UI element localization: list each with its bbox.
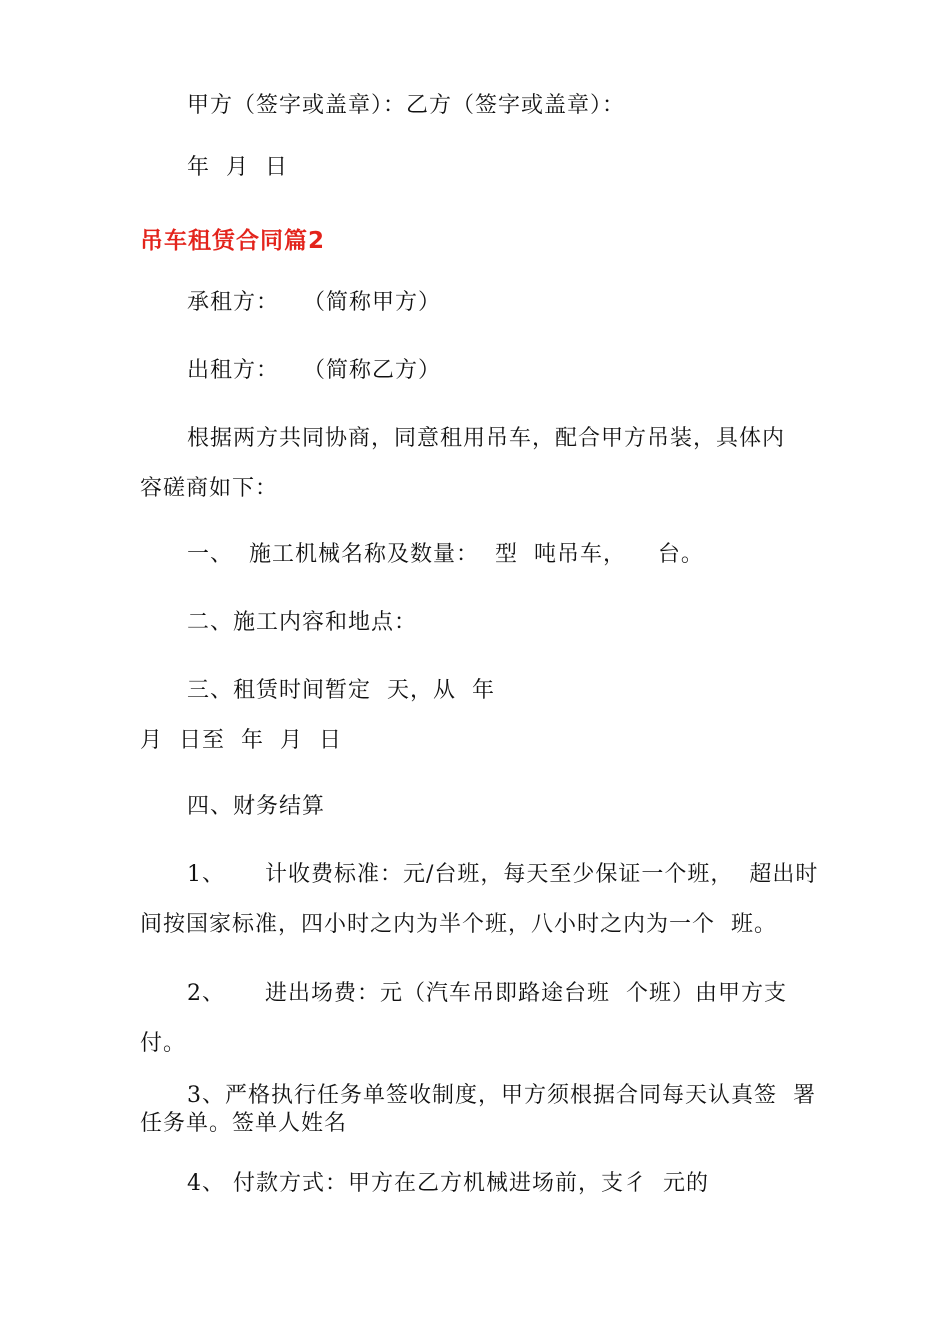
clause-3-continued: 月 日至 年 月 日: [140, 728, 342, 753]
item-2-continued: 付。: [140, 1031, 187, 1056]
item-4: 4、 付款方式：甲方在乙方机械进场前，支彳 元的: [187, 1171, 709, 1196]
clause-4: 四、财务结算: [187, 794, 326, 819]
paragraph-line: 容磋商如下：: [140, 476, 279, 501]
paragraph-line: 根据两方共同协商，同意租用吊车，配合甲方吊装，具体内: [187, 426, 786, 451]
lessor-line: 出租方： （简称乙方）: [187, 358, 441, 383]
section-heading: 吊车租赁合同篇2: [140, 228, 326, 254]
clause-3: 三、租赁时间暂定 天，从 年: [187, 678, 495, 703]
clause-1: 一、 施工机械名称及数量： 型 吨吊车， 台。: [187, 542, 704, 567]
item-2: 2、 进出场费：元（汽车吊即路途台班 个班）由甲方支: [187, 981, 787, 1006]
date-line: 年 月 日: [187, 155, 288, 180]
clause-2: 二、施工内容和地点：: [187, 610, 418, 635]
item-3: 3、严格执行任务单签收制度，甲方须根据合同每天认真签 署: [187, 1083, 816, 1108]
signature-line: 甲方（签字或盖章）：乙方（签字或盖章）：: [187, 93, 626, 118]
item-1: 1、 计收费标准：元/台班，每天至少保证一个班， 超出时: [187, 862, 819, 887]
item-3-continued: 任务单。签单人姓名: [140, 1111, 348, 1136]
lessee-line: 承租方： （简称甲方）: [187, 290, 441, 315]
item-1-continued: 间按国家标准，四小时之内为半个班，八小时之内为一个 班。: [140, 912, 777, 937]
